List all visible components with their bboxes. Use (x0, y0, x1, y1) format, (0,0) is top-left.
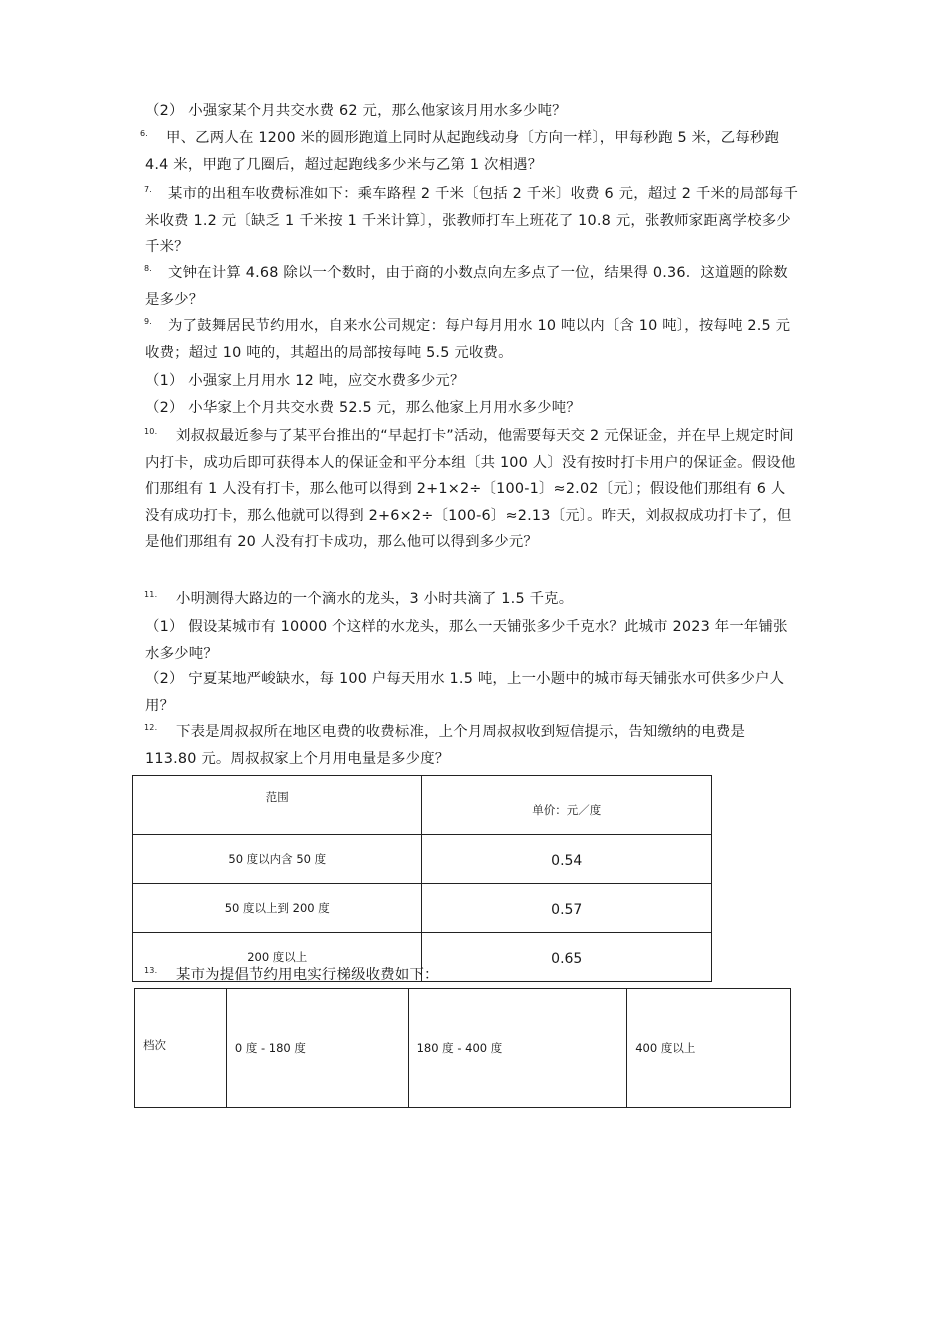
header-price: 单价：元／度 (422, 776, 712, 835)
question-text: 甲、乙两人在 1200 米的圆形跑道上同时从起跑线动身〔方向一样〕，甲每秒跑 5 米，乙每秒跑 4.4 米，甲跑了几圈后，超过起跑线多少米与乙第 1 次相遇？ (145, 130, 780, 173)
question-text: 某市的出租车收费标准如下：乘车路程 2 千米〔包括 2 千米〕收费 6 元，超过 2 千米的局部每千米收费 1.2 元〔缺乏 1 千米按 1 千米计算〕，张教师打车上班花了 10.8 元，张教师家距离学校多少千米？ (145, 186, 799, 255)
tiered-pricing-table (134, 988, 791, 1108)
question-text: 小明测得大路边的一个滴水的龙头，3 小时共滴了 1.5 千克。 (176, 591, 574, 607)
tier-cell: 0 度 - 180 度 (226, 989, 408, 1108)
question-number: 7. (144, 185, 153, 194)
question-7 (145, 181, 800, 261)
table-header-row (133, 776, 712, 835)
price-cell: 0.54 (422, 835, 712, 884)
tier-cell: 400 度以上 (627, 989, 791, 1108)
range-cell: 50 度以内含 50 度 (133, 835, 422, 884)
question-text: 某市为提倡节约用电实行梯级收费如下： (176, 967, 439, 983)
header-range: 范围 (133, 776, 422, 835)
question-9-part-1: （1） 小强家上月用水 12 吨，应交水费多少元？ (145, 373, 465, 389)
table-row (133, 835, 712, 884)
price-cell: 0.65 (422, 933, 712, 982)
question-number: 8. (144, 264, 153, 273)
question-number: 6. (140, 129, 149, 138)
tier-label-cell: 档次 (135, 989, 227, 1108)
question-11-part-1: （1） 假设某城市有 10000 个这样的水龙头，那么一天铺张多少千克水？此城市 2023 年一年铺张水多少吨？ (145, 619, 788, 662)
question-9-part-2: （2） 小华家上个月共交水费 52.5 元，那么他家上月用水多少吨？ (145, 400, 581, 416)
question-text: 下表是周叔叔所在地区电费的收费标准，上个月周叔叔收到短信提示，告知缴纳的电费是 113.80 元。周叔叔家上个月用电量是多少度？ (145, 724, 746, 767)
question-number: 13. (144, 966, 158, 975)
question-text: 刘叔叔最近参与了某平台推出的“早起打卡”活动，他需要每天交 2 元保证金，并在早上规定时间内打卡，成功后即可获得本人的保证金和平分本组〔共 100 人〕没有按时打卡用户的保证金。假设他们那组有 1 人没有打卡，那么他可以得到 2+1×2÷〔100-1〕≈2.02〔元〕；假设他们那组有 6 人没有成功打卡，那么他就可以得到 2+6×2÷〔100-6〕≈2.13〔元〕。昨天，刘叔叔成功打卡了，但是他们那组有 20 人没有打卡成功，那么他可以得到多少元？ (145, 428, 796, 550)
range-cell: 200 度以上 (133, 933, 422, 982)
question-number: 9. (144, 317, 153, 326)
question-text: 文钟在计算 4.68 除以一个数时，由于商的小数点向左多点了一位，结果得 0.36．这道题的除数是多少？ (145, 265, 788, 308)
question-12 (145, 719, 800, 772)
question-10 (145, 423, 800, 556)
question-11-part-2: （2） 宁夏某地严峻缺水，每 100 户每天用水 1.5 吨，上一小题中的城市每天铺张水可供多少户人用？ (145, 671, 785, 714)
question-number: 12. (144, 723, 158, 732)
range-cell: 50 度以上到 200 度 (133, 884, 422, 933)
question-6 (140, 125, 800, 178)
question-8 (145, 260, 800, 313)
question-5-part-2: （2） 小强家某个月共交水费 62 元，那么他家该月用水多少吨？ (145, 103, 567, 119)
question-number: 10. (144, 427, 158, 436)
question-9 (145, 313, 800, 366)
question-13 (145, 962, 800, 989)
table-row (133, 884, 712, 933)
question-11 (145, 586, 800, 613)
question-text: 为了鼓舞居民节约用水，自来水公司规定：每户每月用水 10 吨以内〔含 10 吨〕，按每吨 2.5 元收费；超过 10 吨的，其超出的局部按每吨 5.5 元收费。 (145, 318, 791, 361)
question-number: 11. (144, 590, 158, 599)
electricity-price-table (132, 775, 712, 982)
tier-cell: 180 度 - 400 度 (408, 989, 627, 1108)
table-row (135, 989, 791, 1108)
price-cell: 0.57 (422, 884, 712, 933)
